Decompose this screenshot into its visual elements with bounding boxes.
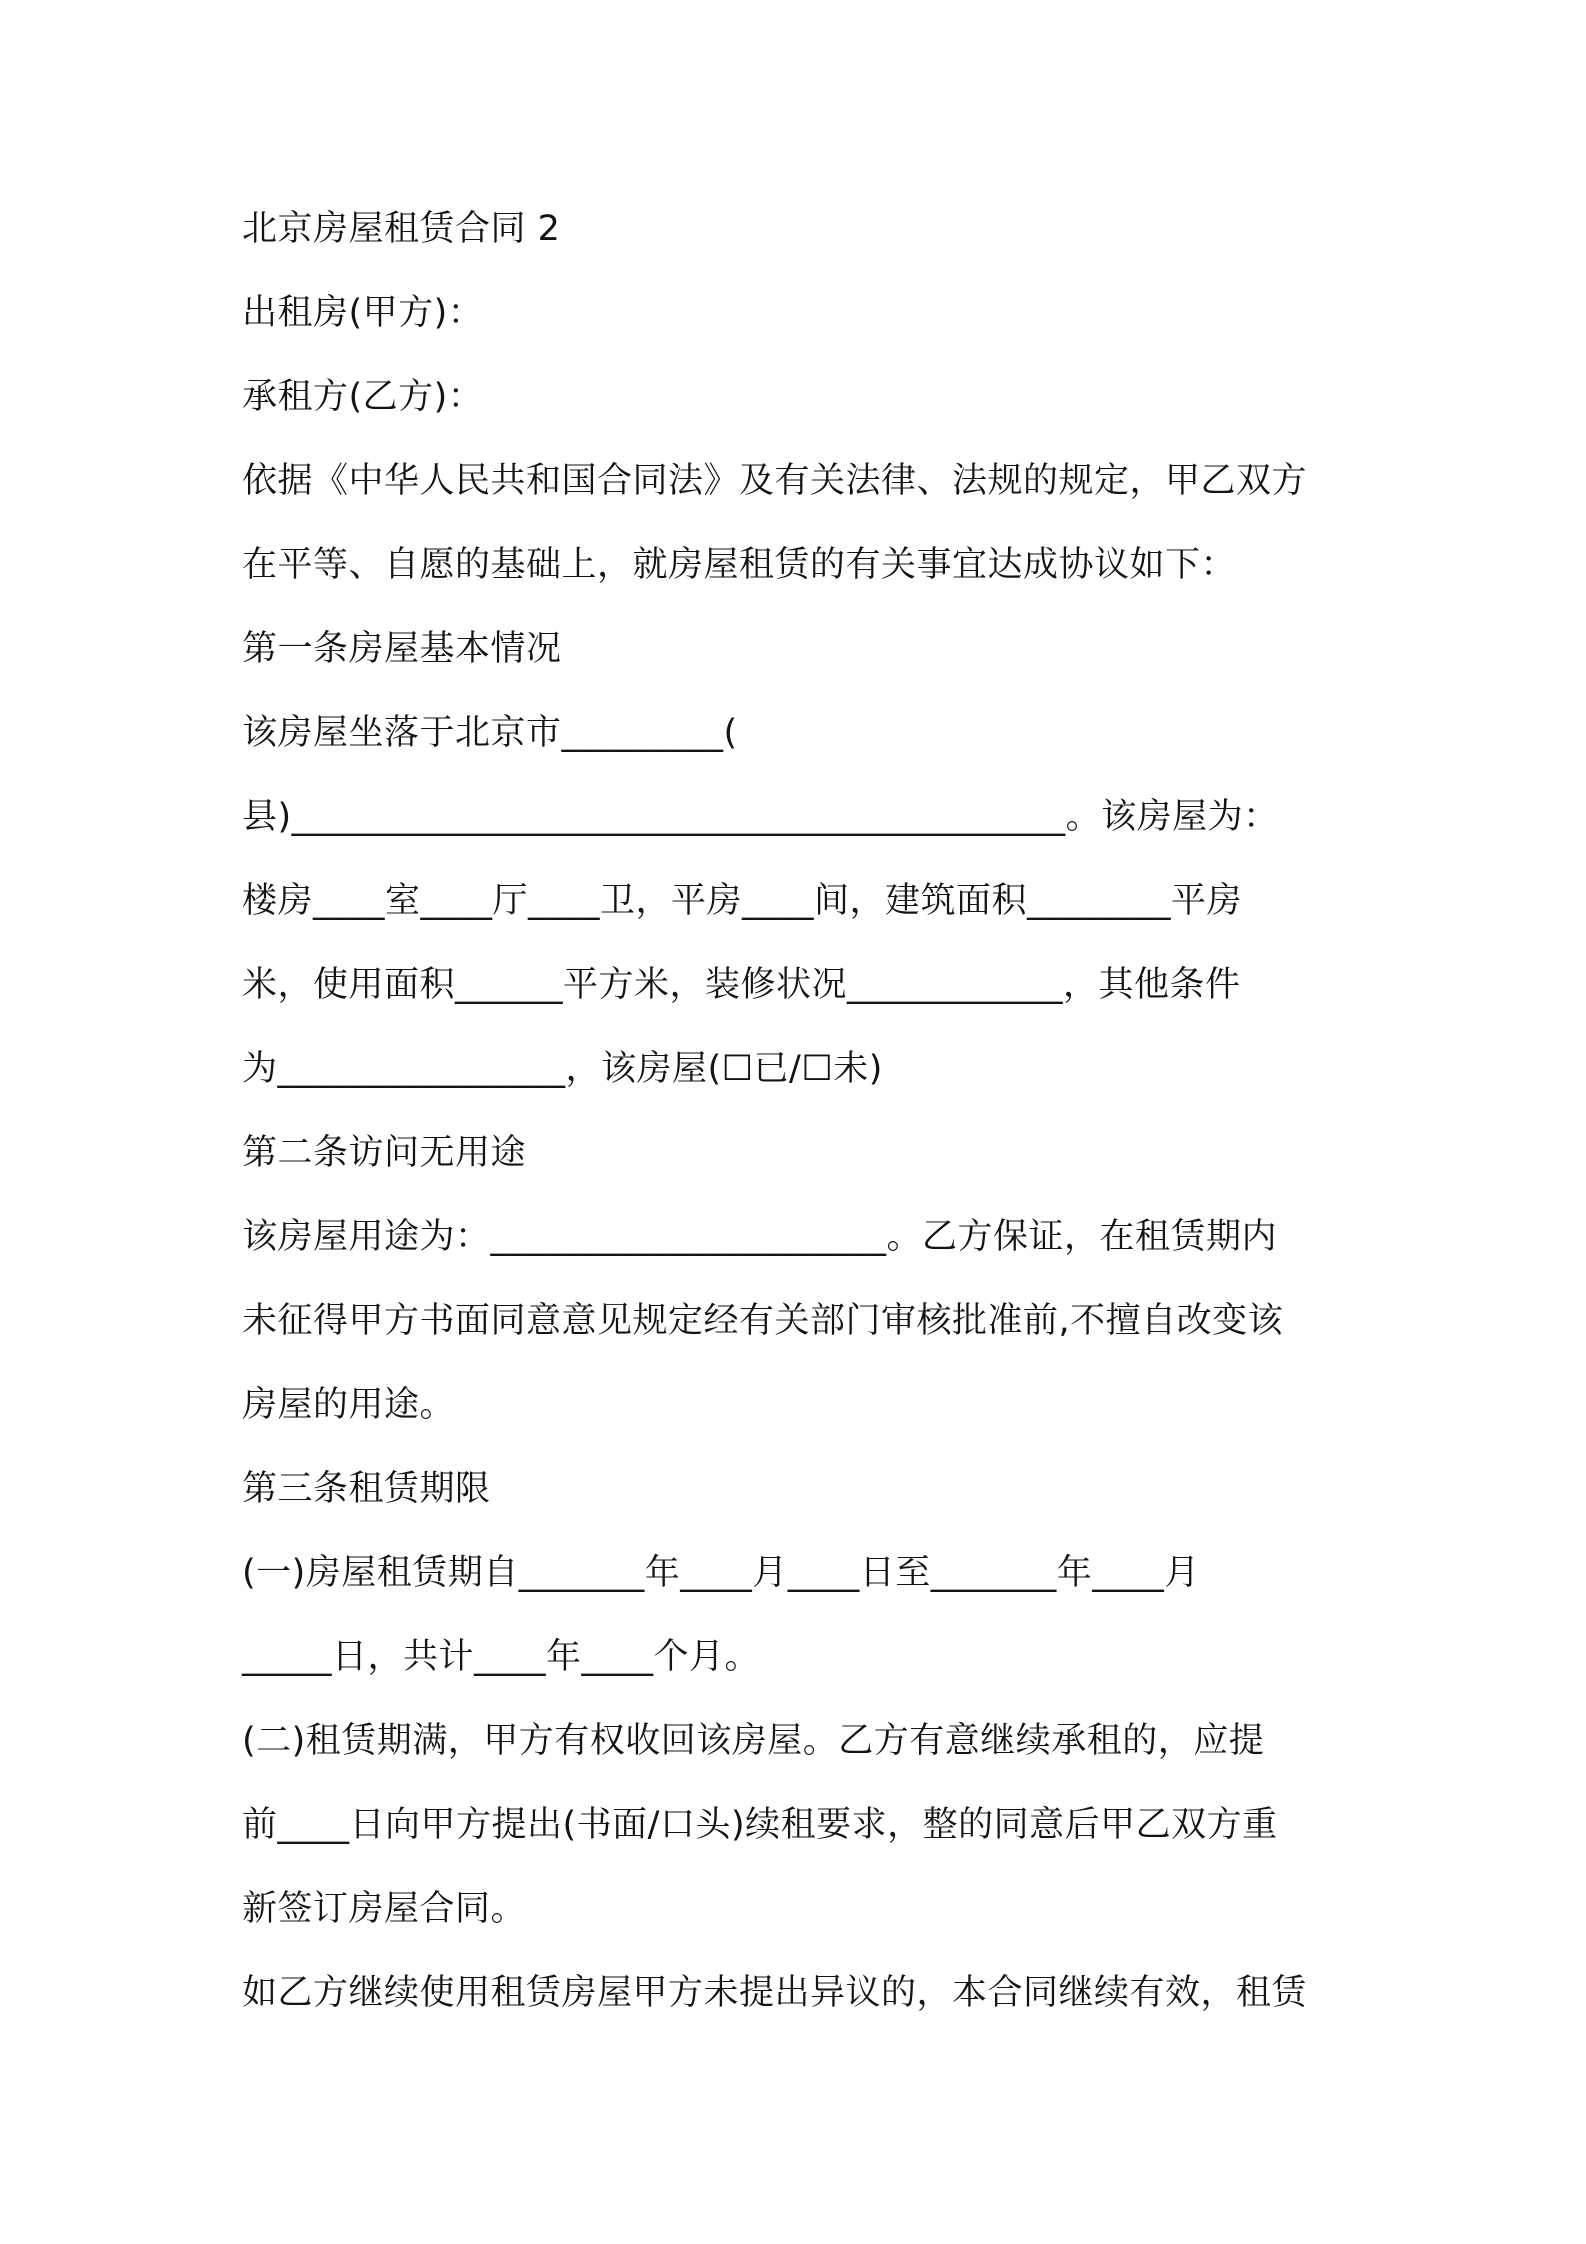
article-1-line-4: 米，使用面积______平方米，装修状况____________，其他条件 xyxy=(242,965,1241,1005)
article-2-line-3: 房屋的用途。 xyxy=(242,1385,456,1425)
article-2-line-1: 该房屋用途为：______________________。乙方保证，在租赁期内 xyxy=(242,1217,1278,1257)
article-1-line-3: 楼房____室____厅____卫，平房____间，建筑面积________平房 xyxy=(242,881,1243,921)
article-3-line-2: _____日，共计____年____个月。 xyxy=(242,1637,761,1677)
article-2-line-2: 未征得甲方书面同意意见规定经有关部门审核批准前,不擅自改变该 xyxy=(242,1301,1284,1341)
preamble-line-2: 在平等、自愿的基础上，就房屋租赁的有关事宜达成协议如下： xyxy=(242,545,1237,585)
article-3-line-1: (一)房屋租赁期自_______年____月____日至_______年____月 xyxy=(242,1553,1200,1593)
document-title: 北京房屋租赁合同 2 xyxy=(242,209,561,249)
article-1-line-1: 该房屋坐落于北京市_________( xyxy=(242,713,738,753)
lessor-line: 出租房(甲方)： xyxy=(242,293,484,333)
article-1-line-2: 县)___________________________________________。该房屋为： xyxy=(242,797,1279,837)
article-3-line-6: 如乙方继续使用租赁房屋甲方未提出异议的，本合同继续有效，租赁 xyxy=(242,1973,1308,2013)
preamble-line-1: 依据《中华人民共和国合同法》及有关法律、法规的规定，甲乙双方 xyxy=(242,461,1308,501)
article-1-line-5: 为________________，该房屋(☐已/☐未) xyxy=(242,1049,883,1089)
lessee-line: 承租方(乙方)： xyxy=(242,377,484,417)
article-3-heading: 第三条租赁期限 xyxy=(242,1469,491,1509)
article-1-heading: 第一条房屋基本情况 xyxy=(242,629,562,669)
article-3-line-5: 新签订房屋合同。 xyxy=(242,1889,527,1929)
article-2-heading: 第二条访问无用途 xyxy=(242,1133,527,1173)
article-3-line-4: 前____日向甲方提出(书面/口头)续租要求，整的同意后甲乙双方重 xyxy=(242,1805,1278,1845)
article-3-line-3: (二)租赁期满，甲方有权收回该房屋。乙方有意继续承租的，应提 xyxy=(242,1721,1265,1761)
